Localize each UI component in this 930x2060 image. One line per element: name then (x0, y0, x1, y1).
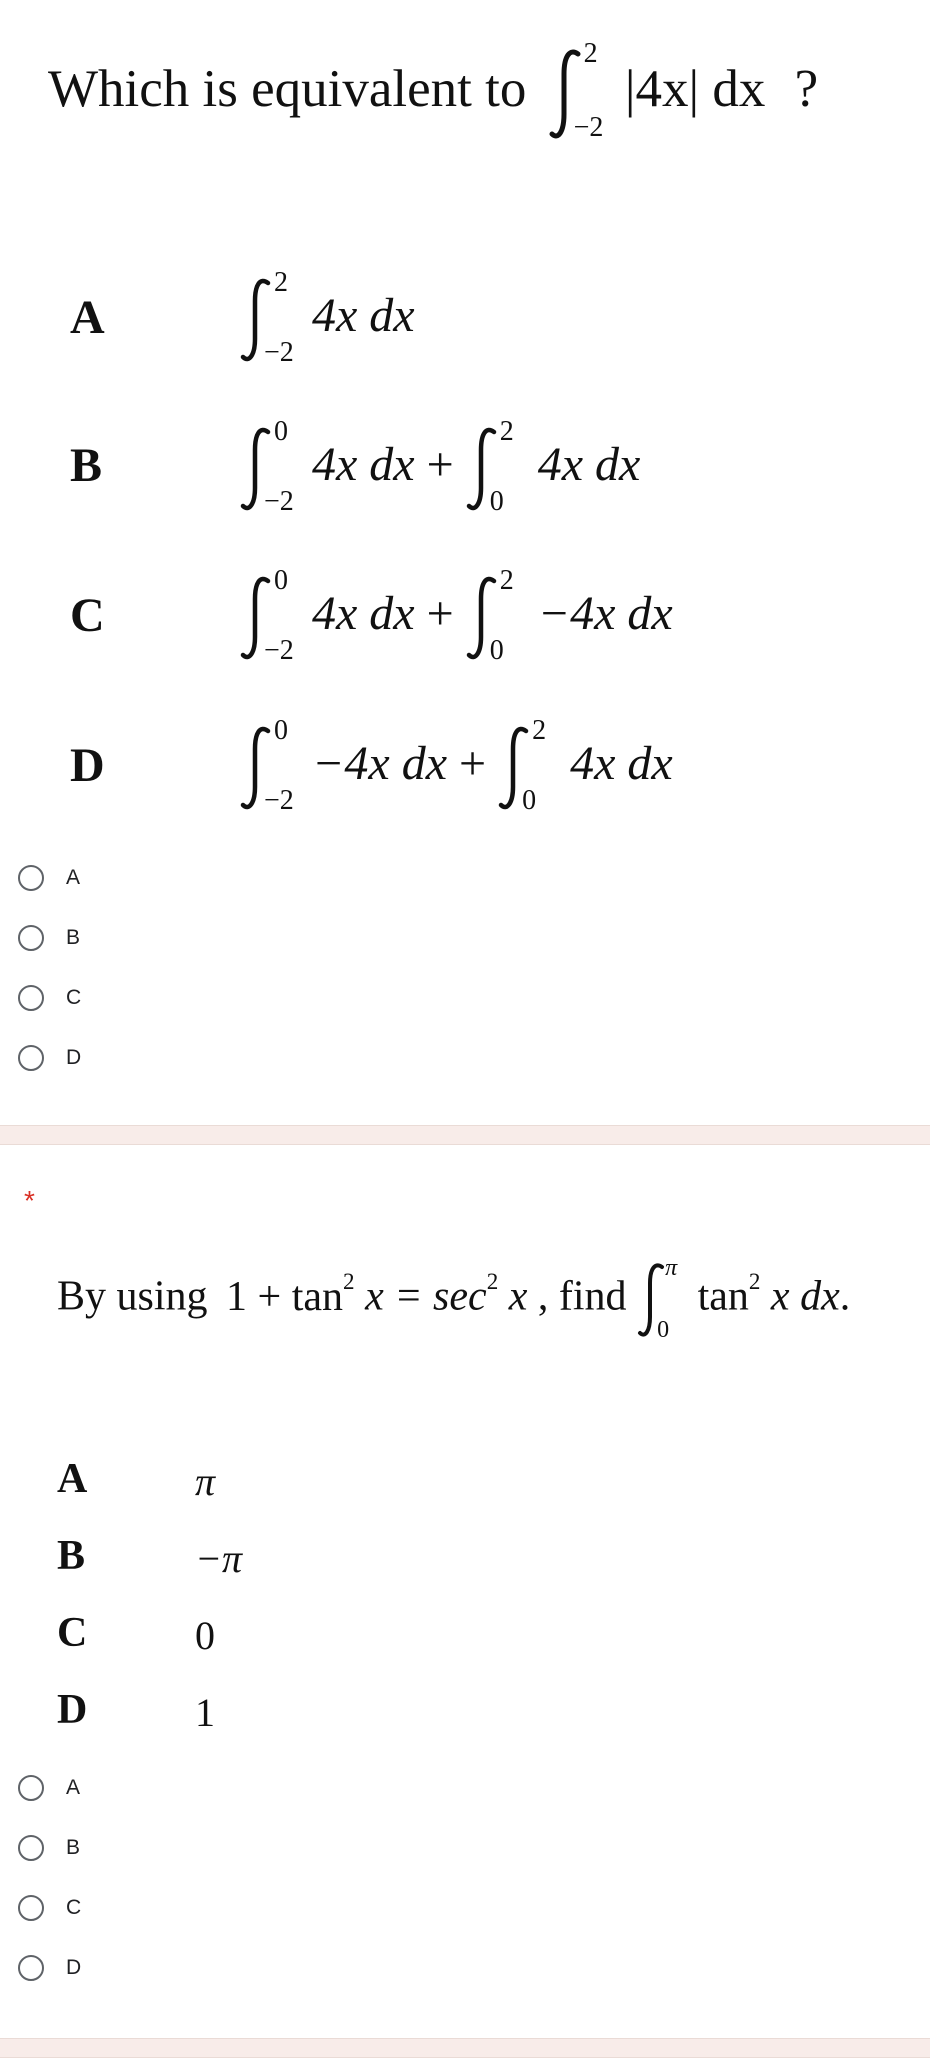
q1-option-b[interactable] (18, 920, 80, 956)
option-label: A (66, 866, 81, 889)
option-label: B (66, 1836, 81, 1859)
integrand: 4x dx (312, 438, 415, 492)
upper-limit: 2 (499, 565, 514, 596)
plus-sign: + (426, 587, 454, 641)
period: . (839, 1273, 851, 1320)
lower-limit: −2 (264, 635, 294, 666)
lower-limit: −2 (264, 785, 294, 816)
section-divider (0, 1125, 930, 1145)
radio-button[interactable] (18, 1775, 44, 1801)
upper-limit: 0 (274, 565, 288, 596)
upper-limit: 2 (274, 267, 288, 298)
lower-limit: 0 (657, 1317, 670, 1343)
option-label: C (66, 1896, 82, 1919)
q2-option-d[interactable] (18, 1950, 81, 1986)
lower-limit: 0 (489, 486, 504, 517)
q2-option-a[interactable] (18, 1770, 80, 1806)
lower-limit: 0 (489, 635, 504, 666)
integral-sign (466, 565, 526, 666)
integral-sign (466, 416, 526, 517)
choice-letter-d: D (70, 739, 105, 792)
q1-option-c[interactable] (18, 980, 81, 1016)
upper-limit: 2 (532, 715, 547, 746)
choice-b-expression (240, 416, 641, 517)
q1-option-d[interactable] (18, 1040, 81, 1076)
choice-letter-a: A (70, 291, 105, 344)
choice-c-value: 0 (195, 1613, 215, 1658)
identity-left: 1 + tan (226, 1273, 344, 1320)
choice-letter-c: C (57, 1610, 88, 1656)
choice-letter-a: A (57, 1456, 88, 1502)
choice-a-expression (240, 267, 415, 368)
integral-sign (548, 38, 612, 144)
choice-d-expression (240, 715, 673, 816)
choice-b-value: −π (195, 1536, 243, 1581)
question-1-title (48, 38, 819, 144)
integral-sign (240, 565, 300, 666)
question-1-integrand: |4x| dx (624, 60, 766, 119)
radio-button[interactable] (18, 985, 44, 1011)
integral-sign (637, 1255, 687, 1343)
question-2-title (57, 1255, 851, 1343)
integrand: −4x dx (312, 737, 447, 791)
option-label: D (66, 1956, 82, 1979)
superscript: 2 (748, 1267, 761, 1294)
radio-button[interactable] (18, 925, 44, 951)
option-label: B (66, 926, 81, 949)
question-1-prefix: Which is equivalent to (48, 60, 527, 119)
lower-limit: −2 (573, 112, 604, 143)
integrand: 4x dx (570, 737, 673, 791)
integral-sign (498, 715, 558, 816)
integral-sign (240, 267, 300, 368)
identity-end: x (498, 1273, 528, 1320)
question-2-prefix: By using (57, 1273, 208, 1320)
upper-limit: 2 (499, 416, 514, 447)
superscript: 2 (486, 1267, 499, 1294)
radio-button[interactable] (18, 865, 44, 891)
integral-sign (240, 416, 300, 517)
lower-limit: −2 (264, 486, 294, 517)
section-divider (0, 2038, 930, 2058)
radio-button[interactable] (18, 1045, 44, 1071)
upper-limit: 2 (583, 38, 598, 69)
choice-letter-d: D (57, 1687, 88, 1733)
question-1-suffix: ? (794, 60, 819, 119)
option-label: C (66, 986, 82, 1009)
superscript: 2 (343, 1267, 355, 1294)
upper-limit: 0 (274, 416, 288, 447)
choice-letter-b: B (70, 439, 103, 492)
radio-button[interactable] (18, 1835, 44, 1861)
plus-sign: + (459, 737, 487, 791)
plus-sign: + (426, 438, 454, 492)
q1-option-a[interactable] (18, 860, 80, 896)
find-text: , find (537, 1273, 627, 1320)
integral-sign (240, 715, 300, 816)
integrand-tan: tan (697, 1273, 749, 1320)
choice-a-value: π (195, 1459, 216, 1504)
choice-c-expression (240, 565, 673, 666)
upper-limit: 0 (274, 715, 288, 746)
lower-limit: −2 (264, 337, 294, 368)
radio-button[interactable] (18, 1955, 44, 1981)
integrand: 4x dx (312, 587, 415, 641)
choice-d-value: 1 (195, 1690, 215, 1735)
q2-option-c[interactable] (18, 1890, 81, 1926)
radio-button[interactable] (18, 1895, 44, 1921)
upper-limit: π (665, 1255, 678, 1281)
required-asterisk: * (24, 1185, 35, 1216)
lower-limit: 0 (522, 785, 537, 816)
choice-letter-b: B (57, 1533, 86, 1579)
choice-letter-c: C (70, 589, 105, 642)
integrand: 4x dx (312, 289, 415, 343)
integrand: 4x dx (537, 438, 641, 492)
identity-mid: x = sec (354, 1273, 487, 1320)
option-label: D (66, 1046, 82, 1069)
option-label: A (66, 1776, 81, 1799)
integrand-rest: x dx (760, 1273, 840, 1320)
q2-option-b[interactable] (18, 1830, 80, 1866)
integrand: −4x dx (537, 587, 673, 641)
